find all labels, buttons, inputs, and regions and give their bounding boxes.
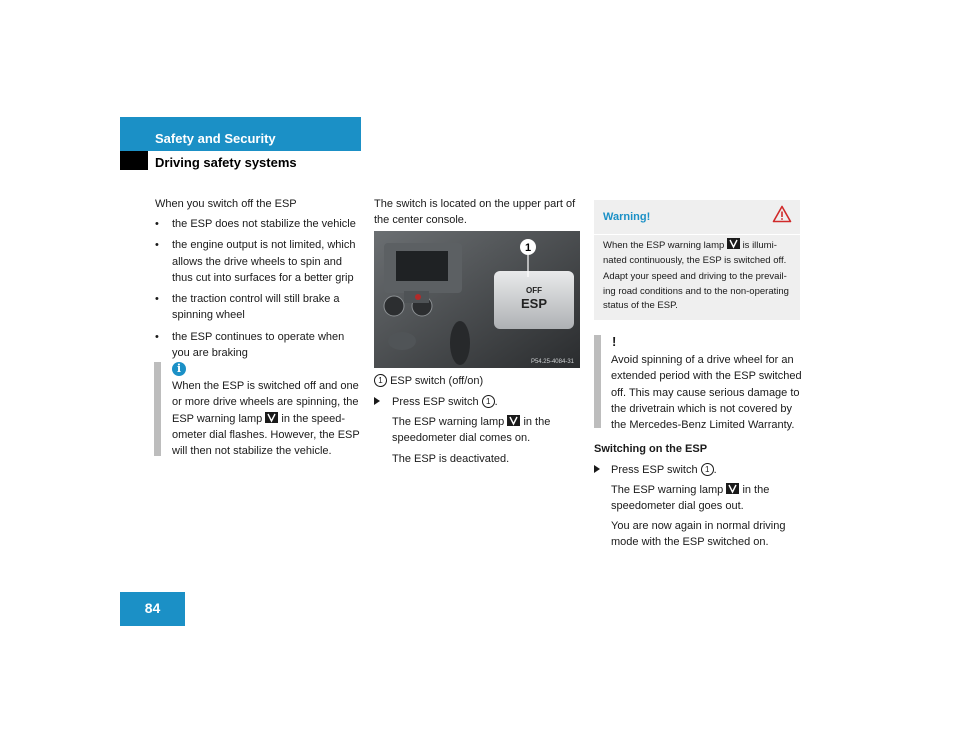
console-illustration [374,231,580,368]
caution-mark: ! [612,334,617,349]
caution-bar [594,335,601,428]
col2-intro: The switch is located on the upper part of the center console. [374,198,576,227]
photo-caption [374,373,584,389]
info-text-1: When the ESP is switched off and one or more drive wheels are spinning, the ESP warning lamp [172,380,359,425]
step-text: Press ESP switch [611,464,698,476]
warning-text-1 [603,238,797,268]
step-press-switch-on: Press ESP switch 1 . [594,462,804,478]
caution-text: Avoid spinning of a drive wheel for an extended period with the ESP switched off. This may cause serious damage to the drivetrain which is not covered by the Mercedes-Benz Limited Warranty. [611,354,802,432]
info-note [172,378,362,459]
lamp-text-2: in the speedometer dial comes on. [392,416,551,445]
step-arrow-icon [594,465,600,473]
step-arrow-icon [374,397,380,405]
esp-warning-lamp-icon [265,412,278,423]
warning-triangle-icon [772,205,792,223]
callout-number: 1 [482,395,495,408]
lamp-text-1: The ESP warning lamp [611,484,724,496]
esp-off-list [155,216,360,366]
esp-deactivated-text: The ESP is deactivated. [392,453,510,465]
switch-off-label: OFF [526,286,542,295]
normal-mode-text: You are now again in normal driving mode with the ESP switched on. [611,520,786,549]
list-item: • the engine output is not limited, which allows the drive wheels to spin and thus cut into surfaces for a better grip [155,237,360,286]
section-title: Safety and Security [155,131,276,146]
switch-esp-label: ESP [520,296,548,311]
lamp-text-2: in the speedometer dial goes out. [611,484,770,513]
info-text-2: in the speed-ometer dial flashes. However, the ESP will then not stabilize the vehicle. [172,412,360,458]
list-item: • the ESP continues to operate when you are braking [155,329,360,362]
switching-on-heading: Switching on the ESP [594,443,708,455]
step-text: Press ESP switch [392,396,479,408]
esp-warning-lamp-icon [726,483,739,494]
photo-code: P54.25-4084-31 [530,359,574,365]
page-number: 84 [144,600,161,616]
col1-intro: When you switch off the ESP [155,198,297,210]
section-subtitle: Driving safety systems [155,155,297,170]
caption-text: ESP switch (off/on) [390,375,484,387]
info-bar [154,362,161,456]
lamp-text-1: The ESP warning lamp [392,416,505,428]
header-marker [120,151,148,170]
esp-switch-photo [374,231,580,368]
warning-lamp-text-1: When the ESP warning lamp [603,240,725,251]
lamp-off-text [611,482,803,515]
esp-warning-lamp-icon [507,415,520,426]
list-item: • the traction control will still brake a spinning wheel [155,291,360,324]
photo-callout: 1 [524,242,532,254]
lamp-on-text [392,414,582,447]
esp-warning-lamp-icon [727,238,740,249]
info-icon: i [172,362,186,376]
warning-text-2: Adapt your speed and driving to the prevail-ing road conditions and to the non-operating status of the ESP. [603,271,789,311]
callout-number: 1 [701,463,714,476]
warning-title: Warning! [603,211,651,223]
list-item: • the ESP does not stabilize the vehicle [155,216,360,232]
step-press-switch: Press ESP switch 1 . [374,394,584,410]
warning-separator [594,234,800,235]
callout-number: 1 [374,374,387,387]
warning-lamp-text-2: is illumi-nated continuously, the ESP is switched off. [603,240,787,266]
